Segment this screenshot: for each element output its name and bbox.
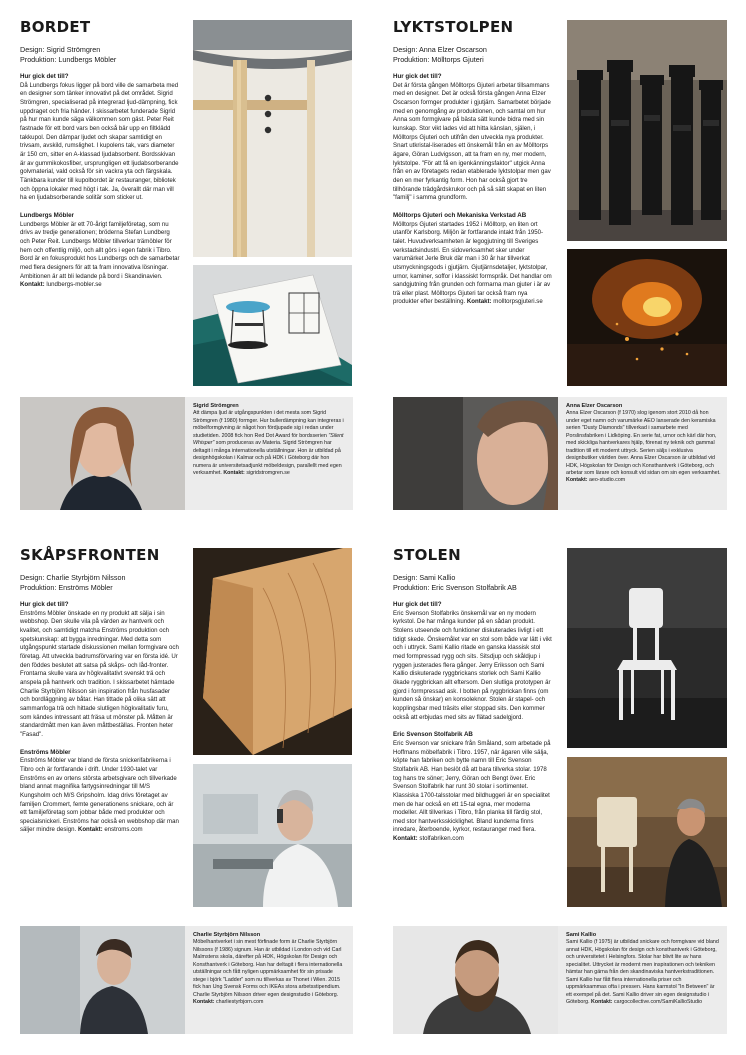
contact-link[interactable]: enstroms.com xyxy=(104,826,143,834)
why-text: Det är första gången Mölltorps Gjuteri arbetar tillsammans med en designer. Det är också första gången Anna Elzer Oscarson formger produkter i gjutjärn. Samarbetet började med en genomgång av produktionen, och samtal om hur Anna som formgivare på bästa sätt kunde bidra med sin kunskap. Stor vikt lades vid att hitta känslan, själen, i Mölltorps Gjuteri och utifrån den utveckla nya produkter. Snart utkristal-liserades ett önskemål från en av Mölltorps ägare, Göran Ludvigsson, att ta fram en ny, mer modern, lyktstolpe. "För att få en igenkänningsfaktor" utgick Anna från en av företagets redan etablerade lyktstolpar men gav den en mer fyrkantig form. Hon har också gjort tre tillhörande trädgårdskrukor och på så sätt skapat en liten "familj" i samma grundform. xyxy=(393,81,551,202)
photo-cast-iron-posts xyxy=(567,20,727,241)
why-heading: Hur gick det till? xyxy=(20,601,69,609)
bio-name: Sigrid Strömgren xyxy=(193,403,239,409)
why-text: Eric Svenson Stolfabriks önskemål var en ny modern kyrkstol. De har många kunder på en sådan produkt. Stolens utseende och funktioner diskuterades livligt i ett tidigt skede. Önskemålet var en stol som både var lätt i vikt och i uttryck. Sami Kallio ritade en ganska klassisk stol med formpressad rygg och sits. Sitsdjup och skåldjup i ryggen justerades flera gånger. Jerry Eriksson och Sami Kallio diskuterade ryggbrickans storlek och Sami Kallio ökade ryggbrickan allt eftersom. Den slutliga prototypen är gjord i formpressad ask. I botten på ryggbrickan finns (om kunden så önskar) en konsoleknor. Stolen är stapel- och kopplingsbar med träsits eller stoppad sits. Den kommer också att erbjudas med sits av flätad sadelgjord. xyxy=(393,609,552,721)
production-credit: Produktion: Lundbergs Möbler xyxy=(20,54,117,64)
company-text: Enströms Möbler var bland de första snickerifabrikerna i Tibro och är fortfarande i drift. Under 1930-talet var Enströms en av ortens största arbetsgivare och tillverkade bland annat magnifika fartygsinredningar till M/S Kungsholm och M/S Gripsholm. Idag drivs företaget av familjen Crommert, femte generationens snickare, och är ett familjeföretag som jobbar både med produkter och specialsnickeri. Enströms har också en webbshop där man säljer mindre design. Kontakt: enstroms.com xyxy=(20,757,179,834)
why-text: Enströms Möbler önskade en ny produkt att sälja i sin webbshop. Den skulle vila på värden av hantverk och kvalitet, och samtidigt matcha Enströms produktion och spetskunskap: att bygga inredningar. Med detta som utgångspunkt startade diskussionen mellan formgivare och företag. Att utveckla badrumsförvaring var en första idé. Ur den föddes beslutet att satsa på skåps- och låd-fronter. Frontarna skulle vara av högkvalitativt svenskt trä och anspela på hantverk och tradition. I skissarbetet hämtade Charlie Styrbjörn Nilsson sin inspiration från husfasader och bordläggning av båtar. Han tittade på olika sätt att sammanfoga trä och hittade slutligen högkvalitativ furu, som kändes intressant att fräsa ut mönster på. Måtten är standardmått men kan även måttbeställas. Fronten heter "Fasad". xyxy=(20,609,179,738)
production-credit: Produktion: Eric Svenson Stolfabrik AB xyxy=(393,582,517,592)
contact-link[interactable]: lundbergs-mobler.se xyxy=(46,281,102,289)
contact-label: Kontakt: xyxy=(77,826,103,834)
company-heading: Eric Svenson Stolfabrik AB xyxy=(393,731,473,739)
why-heading: Hur gick det till? xyxy=(393,601,442,609)
company-heading: Lundbergs Möbler xyxy=(20,211,74,219)
production-credit: Produktion: Enströms Möbler xyxy=(20,582,113,592)
photo-chair-maker xyxy=(567,757,727,907)
company-heading: Enströms Möbler xyxy=(20,748,71,756)
section-title: SKÅPSFRONTEN xyxy=(20,546,160,564)
production-credit: Produktion: Mölltorps Gjuteri xyxy=(393,54,484,64)
contact-label: Kontakt: xyxy=(466,298,492,306)
company-text: Eric Svenson var snickare från Småland, som arbetade på Hoffmans möbelfabrik i Tibro. 1957, när ägaren ville sälja, köpte han fabriken och bytte namn till Eric Svenson Stolfabrik AB. Han beslöt då att bara tillverka stolar. 1978 tog hans tre söner; Jerry, Göran och Bengt över. Eric Svenson Stolfabrik har runt 30 stolar i sortimentet. Klassiska 1700-talsstolar med bildhuggeri är en specialitet men de har också en ett 15-tal egna, mer moderna modeller. Allt tillverkas i Tibro, från planka till färdig stol, med stor hantverksskicklighet. Bland kunderna finns inredare, återboende, kyrkor, restauranger med flera. Kontakt: stolfabriken.com xyxy=(393,739,551,843)
bio-name: Charlie Styrbjörn Nilsson xyxy=(193,932,261,938)
bio-text-anna xyxy=(566,403,721,485)
contact-link[interactable]: molltorpsgjuteri.se xyxy=(493,298,543,306)
photo-table-detail xyxy=(193,20,352,257)
section-stolen xyxy=(393,546,553,844)
why-heading: Hur gick det till? xyxy=(20,73,69,81)
bio-text-sigrid xyxy=(193,403,347,477)
photo-pine-front xyxy=(193,548,352,755)
portrait-sigrid-stromgren xyxy=(20,397,185,510)
portrait-charlie-styrbjorn-nilsson xyxy=(20,926,185,1034)
company-text: Lundbergs Möbler är ett 70-årigt familjeföretag, som nu drivs av tredje generationen; bröderna Stefan Lundberg och Peter Reit. Lundbergs Möbler tillverkar trämöbler för hem och offentlig miljö, och allt görs i egen fabrik i Tibro. Bord är en fokusprodukt hos Lundbergs och de samarbetar med flera designers för att ta fram innovativa lösningar. Ambitionen är att bli ledande på bord i Skandinavien. Kontakt: lundbergs-mobler.se xyxy=(20,220,180,289)
photo-table-sketch xyxy=(193,265,352,386)
photo-craftsman-working xyxy=(193,764,352,907)
section-title: BORDET xyxy=(20,18,91,36)
bio-contact-link[interactable]: sigridstromgren.se xyxy=(246,470,290,477)
design-credit: Design: Sami Kallio xyxy=(393,573,456,582)
design-credit: Design: Sigrid Strömgren xyxy=(20,45,101,54)
bio-text-charlie xyxy=(193,932,347,1006)
company-heading: Mölltorps Gjuteri och Mekaniska Verkstad AB xyxy=(393,211,527,219)
bio-box-charlie xyxy=(20,926,353,1034)
bio-contact-link[interactable]: aeo-studio.com xyxy=(588,477,626,484)
bio-contact-link[interactable]: cargocollective.com/SamiKallioStudio xyxy=(614,999,703,1006)
why-text: Då Lundbergs fokus ligger på bord ville de samarbeta med en designer som tänker innovativt på det området. Sigrid Strömgren, specialiserad på integrerad ljud-dämpning, fick uppdraget och fria händer. I skissarbetet funderade Sigrid på hur man kunde säga välkommen som gäst. Peter Reit fastnade för ett bord vars ben också bär upp en filtklädd takkupol. Den dämpar ljudet och skapar samtidigt en trivsam, avskild, rumslighet. I kupolens tak, vars diameter är 150 cm, sitter en A-klassad ljudabsorbent. Bordsskivan är av gummikokosfiber, ursprungligen ett ljudabsorberande golvmaterial, vald också för sin vackra yta och färgskala. Tänkbara kunder till kupolbordet är restauranger, bibliotek och öppna lokaler med högt i tak. Ja, överallt där man vill ha en ljudabsorberande solitär som sticker ut. xyxy=(20,81,179,202)
contact-link[interactable]: stolfabriken.com xyxy=(419,835,464,843)
bio-box-sami xyxy=(393,926,727,1034)
design-credit: Design: Anna Elzer Oscarson xyxy=(393,45,487,54)
section-title: LYKTSTOLPEN xyxy=(393,18,514,36)
why-heading: Hur gick det till? xyxy=(393,73,442,81)
portrait-anna-elzer-oscarson xyxy=(393,397,558,510)
photo-white-chair xyxy=(567,548,727,748)
bio-body: Möbelhantverket i sin mest förfinade form är Charlie Styrbjörn Nilssons (f 1986) signum. Han är utbildad i London och vid Carl Malmstens skola, därefter på HDK, Högskolan för Design och Konsthantverk i Göteborg. Han har deltagit i flera internationella utställningar och fått nyligen uppmärksamhet för sin prisade stege i björk "Ladder" som nu tillverkas av Thonet i Wien. 2015 fick han Ung Svensk Forms och IKEAs stora arbetsstipendium. Charlie Styrbjörn Nilsson driver egen designstudio i Göteborg. Kontakt: charliestyrbjorn.com xyxy=(193,939,343,1006)
bio-contact-link[interactable]: charliestyrbjorn.com xyxy=(215,999,264,1006)
section-bordet xyxy=(20,18,180,290)
bio-name: Sami Kallio xyxy=(566,932,597,938)
bio-body: Anna Elzer Oscarson (f 1970) slog igenom stort 2010 då hon under eget namn och varumärke AEO lanserade den keramiska serien "Dusty Diamonds" tillverkad i samarbete med Porslinsfabriken i Lidköping. En serie fat, urnor och kärl där hon, med skickliga hantverkares hjälp, förenat ny teknik och gammal tradition till ett modernt uttryck. Serien säljs i exklusiva designbutiker världen över. Anna Elzer Oscarson är utbildad vid HDK, Högskolan för Design och Konsthantverk i Göteborg, och arbetar som lärare och konsult vid sidan om sin egen verksamhet. Kontakt: aeo-studio.com xyxy=(566,410,721,484)
section-title: STOLEN xyxy=(393,546,461,564)
bio-box-anna xyxy=(393,397,727,510)
design-credit: Design: Charlie Styrbjörn Nilsson xyxy=(20,573,126,582)
photo-foundry-pouring xyxy=(567,249,727,386)
portrait-sami-kallio xyxy=(393,926,558,1034)
bio-body: Sami Kallio (f 1975) är utbildad snickare och formgivare vid bland annat HDK, Högskolan för design och konsthantverk i Göteborg, och universitetet i Helsingfors. Stolar har blivit lite av hans specialitet. Uttrycket är modernt men inspirationen och tekniken hämtar han gärna från den skandinaviska hantverkstraditionen. Sami Kallio har fått flera internationella priser och uppmärksammas ofta i pressen. Hans karmstol "In Between" är ett exempel på det. Sami Kallio driver sin egen designstudio i Göteborg. Kontakt: cargocollective.com/SamiKallioStudio xyxy=(566,939,719,1006)
bio-text-sami xyxy=(566,932,721,1006)
bio-name: Anna Elzer Oscarson xyxy=(566,403,623,409)
section-skapsfronten xyxy=(20,546,180,835)
section-lyktstolpen xyxy=(393,18,553,307)
bio-body: Att dämpa ljud är utgångspunkten i det mesta som Sigrid Strömgren (f 1980) formger. Hur bullerdämpning kan integreras i möbelformgivning är något hon fördjupade sig i redan under studietiden. 2008 fick hon Red Dot Award för bordsserien "Silent Whisper" som produceras av Materia. Sigrid Strömgren har deltagit i många internationella utställningar. Hon är utbildad på designhögskolan i Kalmar och på HDK i Göteborg där hon numera är universitetsadjunkt möbeldesign, parallellt med egen verksamhet. Kontakt: sigridstromgren.se xyxy=(193,410,344,477)
bio-box-sigrid xyxy=(20,397,353,510)
company-text: Mölltorps Gjuteri startades 1952 i Mölltorp, en liten ort utanför Karlsborg. Miljön är fortfarande intakt från 1950-talet. Huvudverksamheten är legogjutning till Sveriges verkstadsindustri. En sidoverksamhet sker under varumärket Jerle Bruk där man i 30 år har tillverkat utsmyckningsgods i gjutjärn. Gjutjärnsdetaljer, lyktstolpar, urnor, kaminer, soffor i klassiskt formspråk. Det handlar om sandgjutning från grunden och formarna man gjuter i är av trä eller plast. Mölltorps Gjuteri tar också fram nya produkter efter beställning. Kontakt: molltorpsgjuteri.se xyxy=(393,220,552,306)
contact-label: Kontakt: xyxy=(393,835,418,843)
contact-label: Kontakt: xyxy=(20,281,45,289)
